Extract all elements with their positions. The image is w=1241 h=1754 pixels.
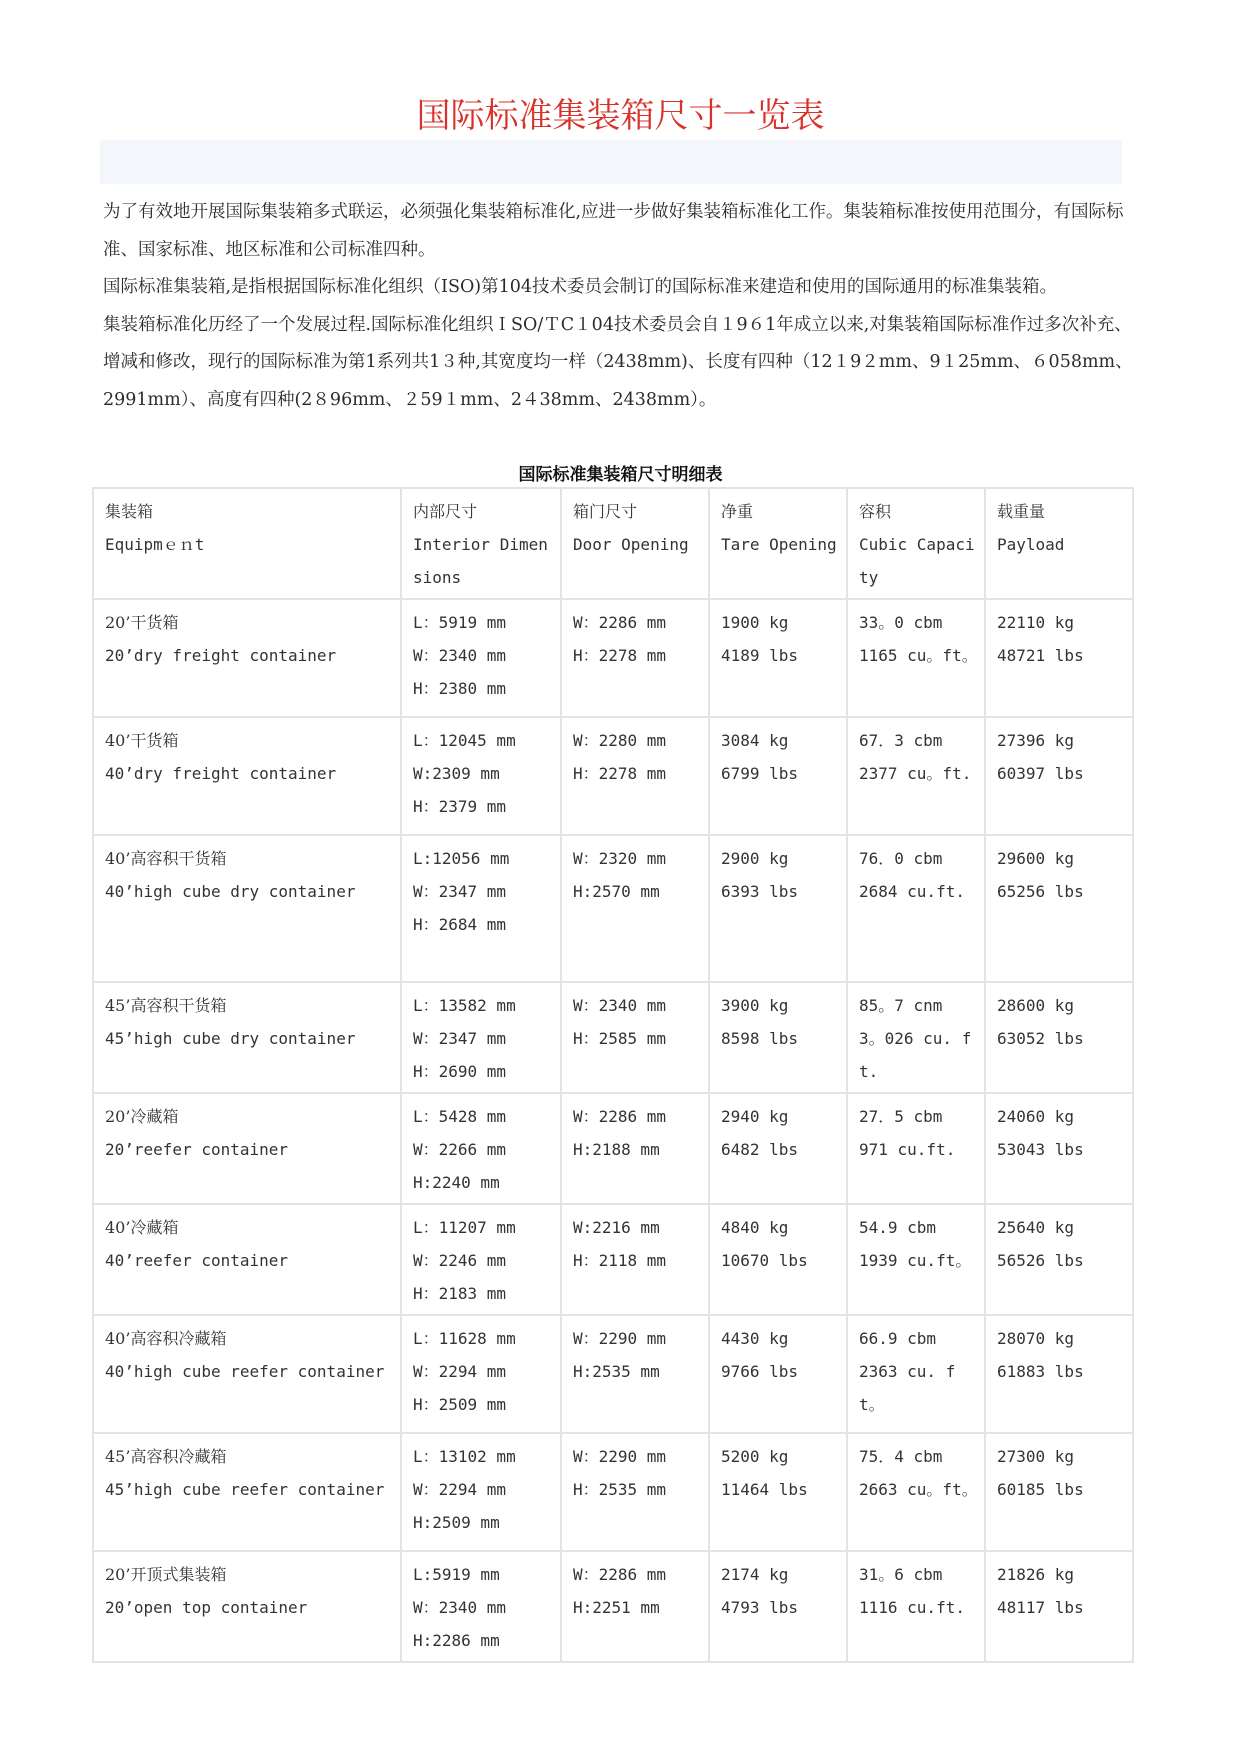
cell-text: W：2246 mm (413, 1251, 507, 1270)
cell-equipment (93, 1433, 401, 1551)
container-spec-table (92, 487, 1134, 1663)
table-header-row (93, 488, 1133, 599)
cell-text: 31。6 cbm (859, 1565, 943, 1584)
cell-text: 28600 kg (997, 996, 1075, 1015)
cell-text: 971 cu.ft. (859, 1140, 956, 1159)
cell-text: H:2570 mm (573, 882, 660, 901)
cell-payload (985, 717, 1133, 835)
cell-text: H:2535 mm (573, 1362, 660, 1381)
cell-equipment (93, 1204, 401, 1315)
cell-text: W：2347 mm (413, 1029, 507, 1048)
table-row (93, 1204, 1133, 1315)
cell-interior-dimensions (401, 599, 561, 717)
header-cell-door-opening (561, 488, 709, 599)
cell-text: H:2188 mm (573, 1140, 660, 1159)
cell-text: 20’冷藏箱 (105, 1107, 179, 1126)
cell-text: H：2535 mm (573, 1480, 667, 1499)
cell-text: 2663 cu。ft。 (859, 1480, 978, 1499)
cell-text: W：2340 mm (573, 996, 667, 1015)
cell-text: 1939 cu.ft。 (859, 1251, 972, 1270)
cell-door-opening (561, 1551, 709, 1662)
cell-text: L:12056 mm (413, 849, 510, 868)
cell-text: 容积 (859, 502, 892, 521)
intro-paragraph: 集装箱标准化历经了一个发展过程.国际标准化组织ＩSO/ＴC１04技术委员会自１9６1年成立以来,对集装箱国际标准作过多次补充、增减和修改，现行的国际标准为第1系列共1３种,其宽度均一样（2438mm)、长度有四种（12１9２mm、9１25mm、６058mm、2991mm）、高度有四种(2８96mm、２59１mm、2４38mm、2438mm）。 (103, 314, 1133, 410)
cell-cubic-capacity (847, 717, 985, 835)
header-cell-tare-weight (709, 488, 847, 599)
cell-text: 20’dry freight container (105, 646, 337, 665)
cell-text: L：13582 mm (413, 996, 516, 1015)
page-title: 国际标准集装箱尺寸一览表 (416, 96, 825, 136)
cell-equipment (93, 599, 401, 717)
header-band (100, 140, 1122, 184)
cell-text: 48117 lbs (997, 1598, 1084, 1617)
cell-text: 1165 cu。ft。 (859, 646, 978, 665)
cell-tare-weight (709, 835, 847, 982)
cell-text: H：2183 mm (413, 1284, 507, 1303)
cell-text: H:2286 mm (413, 1631, 500, 1650)
cell-cubic-capacity (847, 835, 985, 982)
cell-door-opening (561, 1315, 709, 1433)
cell-text: 2684 cu.ft. (859, 882, 965, 901)
cell-text: W:2216 mm (573, 1218, 660, 1237)
cell-text: H：2118 mm (573, 1251, 667, 1270)
cell-text: 载重量 (997, 502, 1046, 521)
cell-equipment (93, 1093, 401, 1204)
cell-text: W：2280 mm (573, 731, 667, 750)
cell-text: 25640 kg (997, 1218, 1075, 1237)
cell-text: 45’high cube reefer container (105, 1480, 385, 1499)
cell-tare-weight (709, 1433, 847, 1551)
cell-tare-weight (709, 982, 847, 1093)
cell-text: W：2340 mm (413, 646, 507, 665)
cell-text: 21826 kg (997, 1565, 1075, 1584)
cell-text: 85。7 cnm (859, 996, 943, 1015)
cell-text: 4840 kg (721, 1218, 789, 1237)
cell-text: W：2286 mm (573, 1565, 667, 1584)
cell-text: 3900 kg (721, 996, 789, 1015)
cell-door-opening (561, 982, 709, 1093)
cell-text: L：12045 mm (413, 731, 516, 750)
table-title: 国际标准集装箱尺寸明细表 (518, 465, 723, 485)
cell-text: Cubic Capacity (859, 535, 975, 587)
cell-text: W：2286 mm (573, 1107, 667, 1126)
cell-text: L:5919 mm (413, 1565, 500, 1584)
cell-text: 60185 lbs (997, 1480, 1084, 1499)
cell-text: 2377 cu。ft. (859, 764, 972, 783)
cell-text: 28070 kg (997, 1329, 1075, 1348)
cell-payload (985, 599, 1133, 717)
cell-tare-weight (709, 717, 847, 835)
header-cell-interior-dimensions (401, 488, 561, 599)
cell-tare-weight (709, 1315, 847, 1433)
cell-text: 24060 kg (997, 1107, 1075, 1126)
cell-text: 箱门尺寸 (573, 502, 638, 521)
cell-text: 56526 lbs (997, 1251, 1084, 1270)
cell-payload (985, 1204, 1133, 1315)
table-row (93, 1433, 1133, 1551)
table-row (93, 835, 1133, 982)
cell-text: H：2585 mm (573, 1029, 667, 1048)
cell-text: 2174 kg (721, 1565, 789, 1584)
intro-paragraph: 国际标准集装箱,是指根据国际标准化组织（ISO)第104技术委员会制订的国际标准来建造和使用的国际通用的标准集装箱。 (103, 277, 1058, 297)
table-row (93, 1551, 1133, 1662)
cell-text: Payload (997, 535, 1065, 554)
cell-text: 40’高容积冷藏箱 (105, 1329, 227, 1348)
cell-text: 45’高容积干货箱 (105, 996, 227, 1015)
cell-text: H：2509 mm (413, 1395, 507, 1414)
cell-interior-dimensions (401, 717, 561, 835)
cell-payload (985, 1433, 1133, 1551)
cell-text: 22110 kg (997, 613, 1075, 632)
cell-text: W：2294 mm (413, 1480, 507, 1499)
cell-text: L：13102 mm (413, 1447, 516, 1466)
cell-text: 11464 lbs (721, 1480, 808, 1499)
cell-text: H：2684 mm (413, 915, 507, 934)
cell-door-opening (561, 1204, 709, 1315)
cell-text: 6393 lbs (721, 882, 799, 901)
cell-text: 40’冷藏箱 (105, 1218, 179, 1237)
header-cell-equipment (93, 488, 401, 599)
cell-cubic-capacity (847, 982, 985, 1093)
cell-interior-dimensions (401, 982, 561, 1093)
cell-text: W：2340 mm (413, 1598, 507, 1617)
cell-text: 净重 (721, 502, 754, 521)
cell-text: 76．0 cbm (859, 849, 943, 868)
cell-text: Equipmｅｎt (105, 535, 205, 554)
cell-text: 66.9 cbm (859, 1329, 937, 1348)
cell-text: 6799 lbs (721, 764, 799, 783)
table-row (93, 1315, 1133, 1433)
cell-door-opening (561, 599, 709, 717)
cell-text: L：5919 mm (413, 613, 507, 632)
cell-text: Tare Opening (721, 535, 837, 554)
header-cell-payload (985, 488, 1133, 599)
cell-cubic-capacity (847, 1315, 985, 1433)
cell-text: 27396 kg (997, 731, 1075, 750)
cell-text: 45’high cube dry container (105, 1029, 356, 1048)
cell-interior-dimensions (401, 1433, 561, 1551)
cell-text: 67．3 cbm (859, 731, 943, 750)
cell-text: 20’reefer container (105, 1140, 289, 1159)
cell-text: 9766 lbs (721, 1362, 799, 1381)
cell-text: 20’开顶式集装箱 (105, 1565, 227, 1584)
cell-text: Interior Dimensions (413, 535, 548, 587)
cell-cubic-capacity (847, 1551, 985, 1662)
cell-text: H：2690 mm (413, 1062, 507, 1081)
cell-text: W：2266 mm (413, 1140, 507, 1159)
cell-text: 40’reefer container (105, 1251, 289, 1270)
cell-text: 65256 lbs (997, 882, 1084, 901)
cell-text: 60397 lbs (997, 764, 1084, 783)
cell-text: 75．4 cbm (859, 1447, 943, 1466)
cell-text: H：2380 mm (413, 679, 507, 698)
cell-text: 2900 kg (721, 849, 789, 868)
cell-text: 集装箱 (105, 502, 154, 521)
cell-text: W：2347 mm (413, 882, 507, 901)
cell-text: H：2278 mm (573, 764, 667, 783)
table-row (93, 717, 1133, 835)
cell-door-opening (561, 1433, 709, 1551)
cell-text: H:2509 mm (413, 1513, 500, 1532)
table-row (93, 1093, 1133, 1204)
cell-text: 40’high cube reefer container (105, 1362, 385, 1381)
cell-text: 27300 kg (997, 1447, 1075, 1466)
cell-text: 1116 cu.ft. (859, 1598, 965, 1617)
cell-tare-weight (709, 599, 847, 717)
cell-text: 4793 lbs (721, 1598, 799, 1617)
cell-payload (985, 982, 1133, 1093)
cell-text: L：11628 mm (413, 1329, 516, 1348)
cell-text: 10670 lbs (721, 1251, 808, 1270)
cell-text: 27．5 cbm (859, 1107, 943, 1126)
cell-cubic-capacity (847, 1433, 985, 1551)
cell-payload (985, 1551, 1133, 1662)
cell-text: H:2251 mm (573, 1598, 660, 1617)
intro-paragraph: 为了有效地开展国际集装箱多式联运，必须强化集装箱标准化,应进一步做好集装箱标准化工作。集装箱标准按使用范围分，有国际标准、国家标准、地区标准和公司标准四种。 (103, 202, 1124, 260)
cell-interior-dimensions (401, 1204, 561, 1315)
cell-text: 63052 lbs (997, 1029, 1084, 1048)
cell-text: 61883 lbs (997, 1362, 1084, 1381)
cell-text: 3。026 cu. ft. (859, 1029, 972, 1081)
cell-equipment (93, 835, 401, 982)
cell-text: 29600 kg (997, 849, 1075, 868)
cell-text: 内部尺寸 (413, 502, 478, 521)
cell-text: 40’高容积干货箱 (105, 849, 227, 868)
table-row (93, 982, 1133, 1093)
cell-text: H:2240 mm (413, 1173, 500, 1192)
cell-door-opening (561, 717, 709, 835)
cell-text: 40’干货箱 (105, 731, 179, 750)
cell-equipment (93, 717, 401, 835)
cell-text: Door Opening (573, 535, 689, 554)
cell-text: 45’高容积冷藏箱 (105, 1447, 227, 1466)
header-cell-cubic-capacity (847, 488, 985, 599)
cell-text: H：2379 mm (413, 797, 507, 816)
cell-text: 5200 kg (721, 1447, 789, 1466)
cell-tare-weight (709, 1204, 847, 1315)
cell-text: 40’high cube dry container (105, 882, 356, 901)
cell-text: 53043 lbs (997, 1140, 1084, 1159)
cell-payload (985, 1315, 1133, 1433)
cell-interior-dimensions (401, 835, 561, 982)
cell-text: W：2320 mm (573, 849, 667, 868)
cell-text: L：11207 mm (413, 1218, 516, 1237)
table-body (93, 488, 1133, 1662)
cell-text: 6482 lbs (721, 1140, 799, 1159)
cell-equipment (93, 1551, 401, 1662)
table-row (93, 599, 1133, 717)
cell-cubic-capacity (847, 1093, 985, 1204)
cell-cubic-capacity (847, 1204, 985, 1315)
cell-text: H：2278 mm (573, 646, 667, 665)
cell-interior-dimensions (401, 1093, 561, 1204)
cell-tare-weight (709, 1093, 847, 1204)
intro-text (103, 194, 1133, 419)
cell-door-opening (561, 1093, 709, 1204)
cell-interior-dimensions (401, 1551, 561, 1662)
cell-text: 3084 kg (721, 731, 789, 750)
cell-text: W：2294 mm (413, 1362, 507, 1381)
cell-text: W：2286 mm (573, 613, 667, 632)
cell-payload (985, 1093, 1133, 1204)
cell-door-opening (561, 835, 709, 982)
cell-tare-weight (709, 1551, 847, 1662)
cell-text: 40’dry freight container (105, 764, 337, 783)
cell-text: 20’干货箱 (105, 613, 179, 632)
cell-text: 2940 kg (721, 1107, 789, 1126)
cell-text: 2363 cu. ft。 (859, 1362, 956, 1414)
cell-text: 4430 kg (721, 1329, 789, 1348)
cell-text: W:2309 mm (413, 764, 500, 783)
cell-text: 4189 lbs (721, 646, 799, 665)
cell-equipment (93, 982, 401, 1093)
cell-equipment (93, 1315, 401, 1433)
cell-text: W：2290 mm (573, 1329, 667, 1348)
cell-text: W：2290 mm (573, 1447, 667, 1466)
cell-text: 1900 kg (721, 613, 789, 632)
cell-interior-dimensions (401, 1315, 561, 1433)
cell-text: 48721 lbs (997, 646, 1084, 665)
cell-payload (985, 835, 1133, 982)
cell-text: 54.9 cbm (859, 1218, 937, 1237)
cell-text: 8598 lbs (721, 1029, 799, 1048)
cell-text: L：5428 mm (413, 1107, 507, 1126)
cell-text: 20’open top container (105, 1598, 308, 1617)
cell-text: 33。0 cbm (859, 613, 943, 632)
cell-cubic-capacity (847, 599, 985, 717)
